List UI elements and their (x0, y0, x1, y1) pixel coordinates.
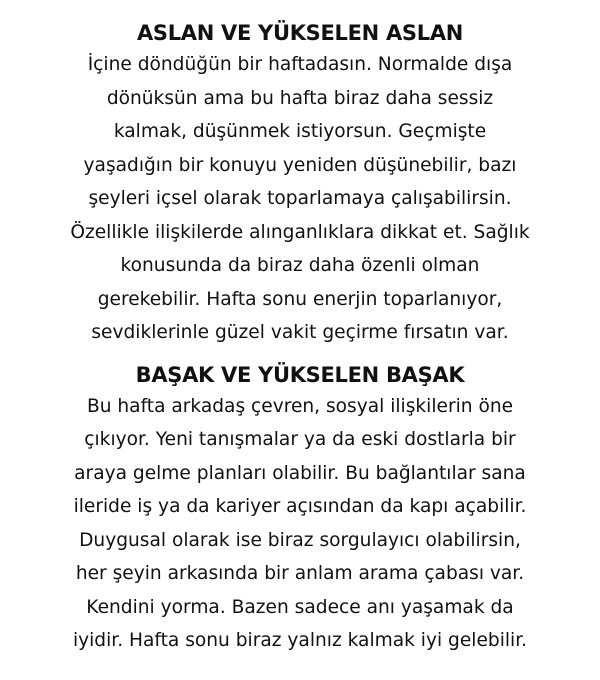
text-line: her şeyin arkasında bir anlam arama çabası var. (75, 563, 525, 584)
section-basak (0, 360, 600, 658)
section-title-basak: BAŞAK VE YÜKSELEN BAŞAK (135, 362, 465, 387)
text-line: çıkıyor. Yeni tanışmalar ya da eski dostlarla bir (84, 429, 516, 450)
text-line: ileride iş ya da kariyer açısından da kapı açabilir. (73, 496, 527, 517)
text-line: iyidir. Hafta sonu biraz yalnız kalmak iyi gelebilir. (72, 630, 528, 651)
text-line: dönüksün ama bu hafta biraz daha sessiz (106, 87, 494, 109)
text-line: kalmak, düşünmek istiyorsun. Geçmişte (113, 121, 487, 142)
text-line: İçine döndüğün bir haftadasın. Normalde dışa (87, 54, 513, 75)
section-aslan (0, 18, 600, 350)
section-body-basak (0, 390, 600, 658)
section-body-aslan (0, 48, 600, 350)
text-line: Özellikle ilişkilerde alınganlıklara dikkat et. Sağlık (70, 221, 530, 243)
text-line: sevdiklerinle güzel vakit geçirme fırsatın var. (91, 322, 509, 343)
text-line: şeyleri içsel olarak toparlamaya çalışabilirsin. (88, 188, 512, 209)
text-line: Kendini yorma. Bazen sadece anı yaşamak da (86, 596, 514, 618)
text-line: araya gelme planları olabilir. Bu bağlantılar sana (74, 462, 526, 484)
text-line: Bu hafta arkadaş çevren, sosyal ilişkilerin öne (86, 395, 514, 417)
text-line: konusunda da biraz daha özenli olman (120, 255, 480, 276)
text-line: gerekebilir. Hafta sonu enerjin toparlanıyor, (97, 288, 503, 310)
text-line: Duygusal olarak ise biraz sorgulayıcı olabilirsin, (79, 529, 521, 551)
text-line: yaşadığın bir konuyu yeniden düşünebilir, bazı (83, 154, 517, 176)
section-title-aslan: ASLAN VE YÜKSELEN ASLAN (136, 21, 464, 45)
